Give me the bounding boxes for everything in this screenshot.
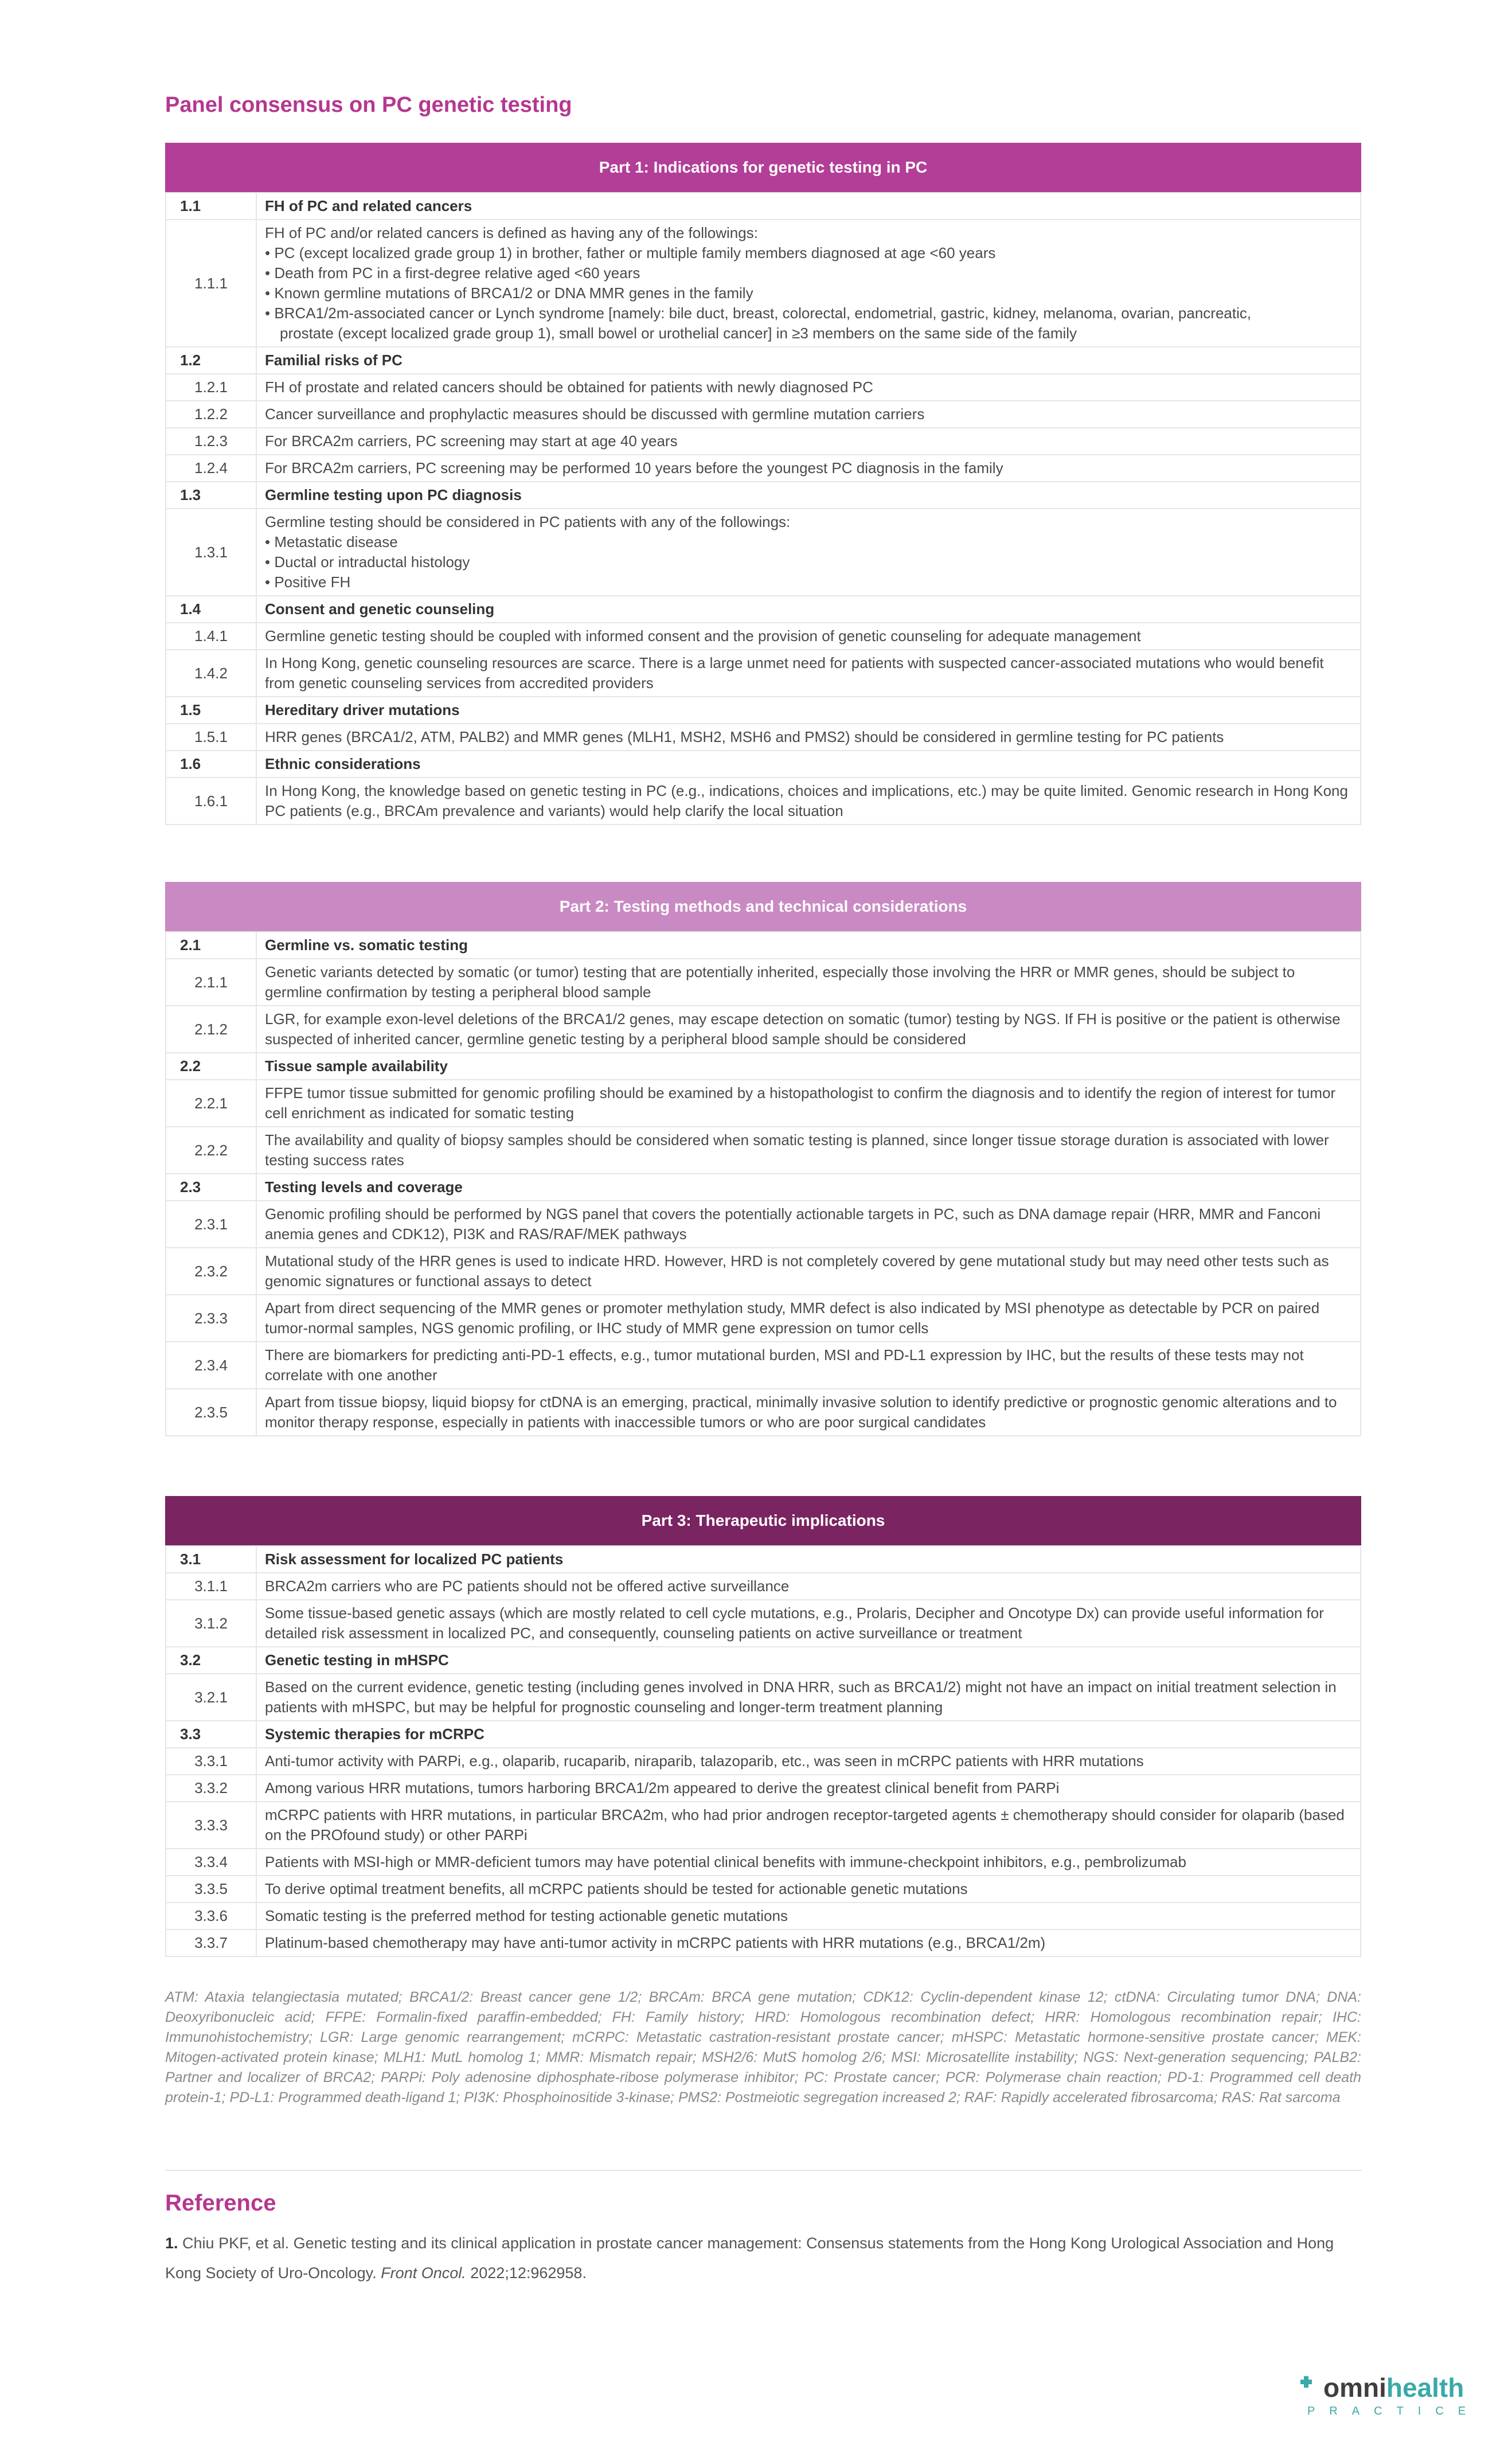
section-heading-row <box>166 482 1361 509</box>
reference-number: 1. <box>165 2235 178 2252</box>
statement-number: 1.4 <box>166 596 256 623</box>
statement-row <box>166 1295 1361 1342</box>
logo-health: health <box>1386 2373 1464 2403</box>
logo-subtitle: PRACTICE <box>1307 2405 1480 2417</box>
section-heading-row <box>166 751 1361 778</box>
statement-number: 2.3.1 <box>166 1201 256 1248</box>
statement-number: 2.2 <box>166 1053 256 1080</box>
statement-text <box>256 1802 1361 1849</box>
reference-journal: Front Oncol. <box>381 2264 466 2282</box>
statement-row <box>166 401 1361 428</box>
statement-text <box>256 1929 1361 1956</box>
section-heading <box>256 751 1361 778</box>
statement-number: 1.3 <box>166 482 256 509</box>
statement-number: 1.2.3 <box>166 428 256 455</box>
abbreviations-footnote: ATM: Ataxia telangiectasia mutated; BRCA1/2: Breast cancer gene 1/2; BRCAm: BRCA gene mutation; CDK12: Cyclin-dependent kinase 12; ctDNA: Circulating tumor DNA; DNA: Deoxyribonucleic acid; FFPE: Formalin-fixed paraffin-embedded; FH: Family history; HRD: Homologous recombination defect; HRR: Homologous recombination repair; IHC: Immunohistochemistry; LGR: Large genomic rearrangement; mCRPC: Metastatic castration-resistant prostate cancer; mHSPC: Metastatic hormone-sensitive prostate cancer; MEK: Mitogen-activated protein kinase; MLH1: MutL homolog 1; MMR: Mismatch repair; MSH2/6: MutS homolog 2/6; MSI: Microsatellite instability; NGS: Next-generation sequencing; PALB2: Partner and localizer of BRCA2; PARPi: Poly adenosine diphosphate-ribose polymerase inhibitor; PC: Prostate cancer; PCR: Polymerase chain reaction; PD-1: Programmed cell death protein-1; PD-L1: Programmed death-ligand 1; PI3K: Phosphoinositide 3-kinase; PMS2: Postmeiotic segregation increased 2; RAF: Rapidly accelerated fibrosarcoma; RAS: Rat sarcoma <box>165 1989 1361 2106</box>
statement-number: 3.3.4 <box>166 1849 256 1876</box>
statement-number: 1.3.1 <box>166 509 256 596</box>
statement-number: 1.2.2 <box>166 401 256 428</box>
statement-line: Germline testing upon PC diagnosis <box>265 486 522 503</box>
statement-row <box>166 1600 1361 1647</box>
statement-number: 3.3.1 <box>166 1748 256 1775</box>
statement-text <box>256 1903 1361 1929</box>
section-heading <box>256 932 1361 959</box>
part-1-table <box>165 192 1361 825</box>
statement-text <box>256 1342 1361 1389</box>
statement-line: There are biomarkers for predicting anti-PD-1 effects, e.g., tumor mutational burden, MSI and PD-L1 expression by IHC, but the results of these tests may not correlate with one another <box>265 1346 1304 1384</box>
statement-text <box>256 428 1361 455</box>
section-heading <box>256 347 1361 374</box>
statement-line: In Hong Kong, the knowledge based on genetic testing in PC (e.g., indications, choices and implications, etc.) may be quite limited. Genomic research in Hong Kong PC patients (e.g., BRCAm prevalence and variants) would help clarify the local situation <box>265 782 1348 819</box>
section-heading-row <box>166 193 1361 220</box>
statement-line: To derive optimal treatment benefits, all mCRPC patients should be tested for actionable genetic mutations <box>265 1880 968 1897</box>
bullet-item: • Ductal or intraductal histology <box>265 553 470 571</box>
statement-line: Germline testing should be considered in PC patients with any of the followings: <box>265 513 791 530</box>
statement-line: Apart from tissue biopsy, liquid biopsy for ctDNA is an emerging, practical, minimally invasive solution to identify predictive or prognostic genomic alterations and to monitor therapy response, especially in patients with inaccessible tumors or who are poor surgical candidates <box>265 1393 1337 1431</box>
statement-text <box>256 220 1361 347</box>
statement-line: Somatic testing is the preferred method for testing actionable genetic mutations <box>265 1907 788 1924</box>
section-heading-row <box>166 1647 1361 1674</box>
statement-row <box>166 724 1361 751</box>
statement-line: Familial risks of PC <box>265 351 403 369</box>
statement-row <box>166 1849 1361 1876</box>
statement-number: 3.3.6 <box>166 1903 256 1929</box>
statement-line: Based on the current evidence, genetic testing (including genes involved in DNA HRR, such as BRCA1/2) might not have an impact on initial treatment selection in patients with mHSPC, but may be helpful for prognostic counseling and longer-term treatment planning <box>265 1678 1337 1716</box>
part-2-table <box>165 931 1361 1436</box>
statement-line: Mutational study of the HRR genes is used to indicate HRD. However, HRD is not completely covered by gene mutational study but may need other tests such as genomic signatures or functional assays to detect <box>265 1252 1329 1290</box>
reference-entry <box>165 2228 1361 2288</box>
part-3-panel <box>165 1496 1361 1957</box>
statement-number: 2.3.4 <box>166 1342 256 1389</box>
statement-number: 2.3.2 <box>166 1248 256 1295</box>
statement-number: 3.1.2 <box>166 1600 256 1647</box>
statement-number: 1.6.1 <box>166 778 256 825</box>
page-title: Panel consensus on PC genetic testing <box>165 93 572 117</box>
statement-row <box>166 220 1361 347</box>
statement-number: 1.6 <box>166 751 256 778</box>
statement-row <box>166 1342 1361 1389</box>
reference-year: 2022;12:962958. <box>466 2264 587 2282</box>
statement-line: Genetic testing in mHSPC <box>265 1651 449 1669</box>
statement-text <box>256 1775 1361 1802</box>
part-2-header: Part 2: Testing methods and technical considerations <box>165 882 1361 931</box>
statement-text <box>256 1127 1361 1174</box>
statement-text <box>256 1600 1361 1647</box>
part-2-panel <box>165 882 1361 1436</box>
statement-number: 1.2 <box>166 347 256 374</box>
statement-line: Systemic therapies for mCRPC <box>265 1725 485 1743</box>
bullet-item: • PC (except localized grade group 1) in brother, father or multiple family members diagnosed at age <60 years <box>265 244 996 261</box>
statement-text <box>256 1876 1361 1903</box>
statement-row <box>166 1802 1361 1849</box>
statement-number: 3.2.1 <box>166 1674 256 1721</box>
statement-text <box>256 1389 1361 1436</box>
statement-number: 1.1.1 <box>166 220 256 347</box>
part-1-header: Part 1: Indications for genetic testing in PC <box>165 143 1361 192</box>
statement-number: 2.2.1 <box>166 1080 256 1127</box>
section-heading-row <box>166 932 1361 959</box>
statement-number: 2.3.5 <box>166 1389 256 1436</box>
statement-number: 2.1.1 <box>166 959 256 1006</box>
section-heading <box>256 1053 1361 1080</box>
statement-line: Cancer surveillance and prophylactic measures should be discussed with germline mutation carriers <box>265 405 925 423</box>
section-heading-row <box>166 596 1361 623</box>
statement-line: Germline genetic testing should be coupled with informed consent and the provision of genetic counseling for adequate management <box>265 627 1141 645</box>
statement-line: BRCA2m carriers who are PC patients should not be offered active surveillance <box>265 1577 790 1595</box>
statement-text <box>256 455 1361 482</box>
statement-row <box>166 778 1361 825</box>
statement-row <box>166 959 1361 1006</box>
reference-heading: Reference <box>165 2190 276 2216</box>
part-3-table <box>165 1545 1361 1957</box>
logo-omni: omni <box>1323 2373 1386 2403</box>
statement-row <box>166 509 1361 596</box>
section-heading-row <box>166 347 1361 374</box>
section-heading <box>256 193 1361 220</box>
statement-line: Among various HRR mutations, tumors harboring BRCA1/2m appeared to derive the greatest clinical benefit from PARPi <box>265 1779 1060 1796</box>
statement-row <box>166 455 1361 482</box>
statement-row <box>166 1573 1361 1600</box>
section-heading <box>256 1721 1361 1748</box>
statement-number: 1.5 <box>166 697 256 724</box>
statement-number: 3.3.7 <box>166 1929 256 1956</box>
statement-row <box>166 374 1361 401</box>
statement-text <box>256 650 1361 697</box>
statement-row <box>166 1903 1361 1929</box>
bullet-item: • Death from PC in a first-degree relative aged <60 years <box>265 264 640 282</box>
statement-row <box>166 1389 1361 1436</box>
statement-number: 3.3.5 <box>166 1876 256 1903</box>
part-3-header: Part 3: Therapeutic implications <box>165 1496 1361 1545</box>
statement-text <box>256 1248 1361 1295</box>
statement-line: For BRCA2m carriers, PC screening may be performed 10 years before the youngest PC diagnosis in the family <box>265 459 1003 476</box>
statement-text <box>256 778 1361 825</box>
statement-line: LGR, for example exon-level deletions of the BRCA1/2 genes, may escape detection on somatic (tumor) testing by NGS. If FH is positive or the patient is otherwise suspected of inherited cancer, germline genetic testing by a peripheral blood sample should be considered <box>265 1010 1341 1048</box>
statement-line: Germline vs. somatic testing <box>265 936 468 954</box>
statement-number: 1.1 <box>166 193 256 220</box>
section-heading <box>256 1546 1361 1573</box>
statement-number: 3.3.2 <box>166 1775 256 1802</box>
statement-text <box>256 401 1361 428</box>
reference-text: Chiu PKF, et al. Genetic testing and its clinical application in prostate cancer management: Consensus statements from the Hong Kong Urological Association and Hong Kong Society of Uro-Oncology. <box>165 2235 1334 2282</box>
bullet-item: • BRCA1/2m-associated cancer or Lynch syndrome [namely: bile duct, breast, colorectal, endometrial, gastric, kidney, melanoma, ovarian, pancreatic, <box>265 304 1252 322</box>
statement-number: 3.3 <box>166 1721 256 1748</box>
statement-text <box>256 1674 1361 1721</box>
statement-number: 2.2.2 <box>166 1127 256 1174</box>
statement-text <box>256 623 1361 650</box>
statement-line: In Hong Kong, genetic counseling resources are scarce. There is a large unmet need for patients with suspected cancer-associated mutations who would benefit from genetic counseling services from accredited providers <box>265 654 1324 692</box>
section-heading-row <box>166 1546 1361 1573</box>
statement-line: HRR genes (BRCA1/2, ATM, PALB2) and MMR genes (MLH1, MSH2, MSH6 and PMS2) should be considered in germline testing for PC patients <box>265 728 1224 745</box>
statement-line: FH of PC and related cancers <box>265 197 472 214</box>
omnihealth-logo <box>1300 2373 1480 2419</box>
statement-line: FFPE tumor tissue submitted for genomic profiling should be examined by a histopathologist to confirm the diagnosis and to identify the region of interest for tumor cell enrichment as indicated for somatic testing <box>265 1084 1336 1122</box>
statement-text <box>256 1573 1361 1600</box>
statement-number: 1.4.1 <box>166 623 256 650</box>
statement-line: FH of prostate and related cancers should be obtained for patients with newly diagnosed PC <box>265 378 873 396</box>
bullet-item: • Positive FH <box>265 573 351 591</box>
statement-row <box>166 1006 1361 1053</box>
statement-line: Patients with MSI-high or MMR-deficient tumors may have potential clinical benefits with immune-checkpoint inhibitors, e.g., pembrolizumab <box>265 1853 1186 1870</box>
statement-number: 2.3.3 <box>166 1295 256 1342</box>
statement-number: 1.5.1 <box>166 724 256 751</box>
statement-text <box>256 1080 1361 1127</box>
statement-line: Genetic variants detected by somatic (or tumor) testing that are potentially inherited, especially those involving the HRR or MMR genes, should be subject to germline confirmation by testing a peripheral blood sample <box>265 963 1295 1001</box>
statement-line: For BRCA2m carriers, PC screening may start at age 40 years <box>265 432 678 450</box>
bullet-item: • Metastatic disease <box>265 533 398 550</box>
section-heading <box>256 596 1361 623</box>
statement-row <box>166 1748 1361 1775</box>
statement-row <box>166 1248 1361 1295</box>
statement-row <box>166 1127 1361 1174</box>
statement-line: Platinum-based chemotherapy may have anti-tumor activity in mCRPC patients with HRR mutations (e.g., BRCA1/2m) <box>265 1934 1046 1951</box>
section-heading <box>256 697 1361 724</box>
statement-text <box>256 374 1361 401</box>
statement-line: Testing levels and coverage <box>265 1178 463 1196</box>
statement-number: 2.3 <box>166 1174 256 1201</box>
statement-line: Apart from direct sequencing of the MMR genes or promoter methylation study, MMR defect is also indicated by MSI phenotype as detectable by PCR on paired tumor-normal samples, NGS genomic profiling, or IHC study of MMR gene expression on tumor cells <box>265 1299 1320 1337</box>
statement-number: 3.1.1 <box>166 1573 256 1600</box>
statement-number: 1.2.1 <box>166 374 256 401</box>
statement-number: 1.4.2 <box>166 650 256 697</box>
statement-text <box>256 959 1361 1006</box>
statement-row <box>166 650 1361 697</box>
statement-line: Tissue sample availability <box>265 1057 448 1075</box>
statement-text <box>256 509 1361 596</box>
bullet-item: prostate (except localized grade group 1), small bowel or urothelial cancer] in ≥3 members on the same side of the family <box>280 325 1077 342</box>
statement-text <box>256 1295 1361 1342</box>
statement-text <box>256 1201 1361 1248</box>
statement-line: Genomic profiling should be performed by NGS panel that covers the potentially actionable targets in PC, such as DNA damage repair (HRR, MMR and Fanconi anemia genes and CDK12), PI3K and RAS/RAF/MEK pathways <box>265 1205 1321 1243</box>
statement-line: The availability and quality of biopsy samples should be considered when somatic testing is planned, since longer tissue storage duration is associated with lower testing success rates <box>265 1131 1329 1169</box>
statement-text <box>256 1849 1361 1876</box>
section-heading-row <box>166 1053 1361 1080</box>
statement-row <box>166 1876 1361 1903</box>
statement-line: Hereditary driver mutations <box>265 701 460 718</box>
divider <box>165 2170 1361 2171</box>
statement-text <box>256 1748 1361 1775</box>
statement-text <box>256 1006 1361 1053</box>
statement-line: Risk assessment for localized PC patients <box>265 1550 564 1568</box>
statement-number: 3.2 <box>166 1647 256 1674</box>
statement-row <box>166 1775 1361 1802</box>
statement-line: Some tissue-based genetic assays (which are mostly related to cell cycle mutations, e.g., Prolaris, Decipher and Oncotype Dx) can provide useful information for detailed risk assessment in localized PC, and consequently, counseling patients on active surveillance or treatment <box>265 1604 1324 1642</box>
statement-line: Consent and genetic counseling <box>265 600 495 618</box>
statement-line: FH of PC and/or related cancers is defined as having any of the followings: <box>265 224 758 241</box>
statement-line: Ethnic considerations <box>265 755 421 772</box>
statement-line: Anti-tumor activity with PARPi, e.g., olaparib, rucaparib, niraparib, talazoparib, etc., was seen in mCRPC patients with HRR mutations <box>265 1752 1144 1770</box>
statement-row <box>166 1080 1361 1127</box>
statement-text <box>256 724 1361 751</box>
section-heading <box>256 1647 1361 1674</box>
statement-number: 2.1.2 <box>166 1006 256 1053</box>
bullet-item: • Known germline mutations of BRCA1/2 or DNA MMR genes in the family <box>265 284 753 302</box>
statement-row <box>166 1929 1361 1956</box>
section-heading-row <box>166 697 1361 724</box>
part-1-panel <box>165 143 1361 825</box>
logo-wordmark <box>1323 2373 1464 2403</box>
statement-row <box>166 1201 1361 1248</box>
section-heading <box>256 482 1361 509</box>
section-heading <box>256 1174 1361 1201</box>
statement-row <box>166 1674 1361 1721</box>
statement-line: mCRPC patients with HRR mutations, in particular BRCA2m, who had prior androgen receptor-targeted agents ± chemotherapy should consider for olaparib (based on the PROfound study) or other PARPi <box>265 1806 1345 1843</box>
statement-number: 1.2.4 <box>166 455 256 482</box>
section-heading-row <box>166 1174 1361 1201</box>
statement-row <box>166 428 1361 455</box>
statement-number: 3.3.3 <box>166 1802 256 1849</box>
statement-number: 3.1 <box>166 1546 256 1573</box>
section-heading-row <box>166 1721 1361 1748</box>
statement-row <box>166 623 1361 650</box>
statement-number: 2.1 <box>166 932 256 959</box>
